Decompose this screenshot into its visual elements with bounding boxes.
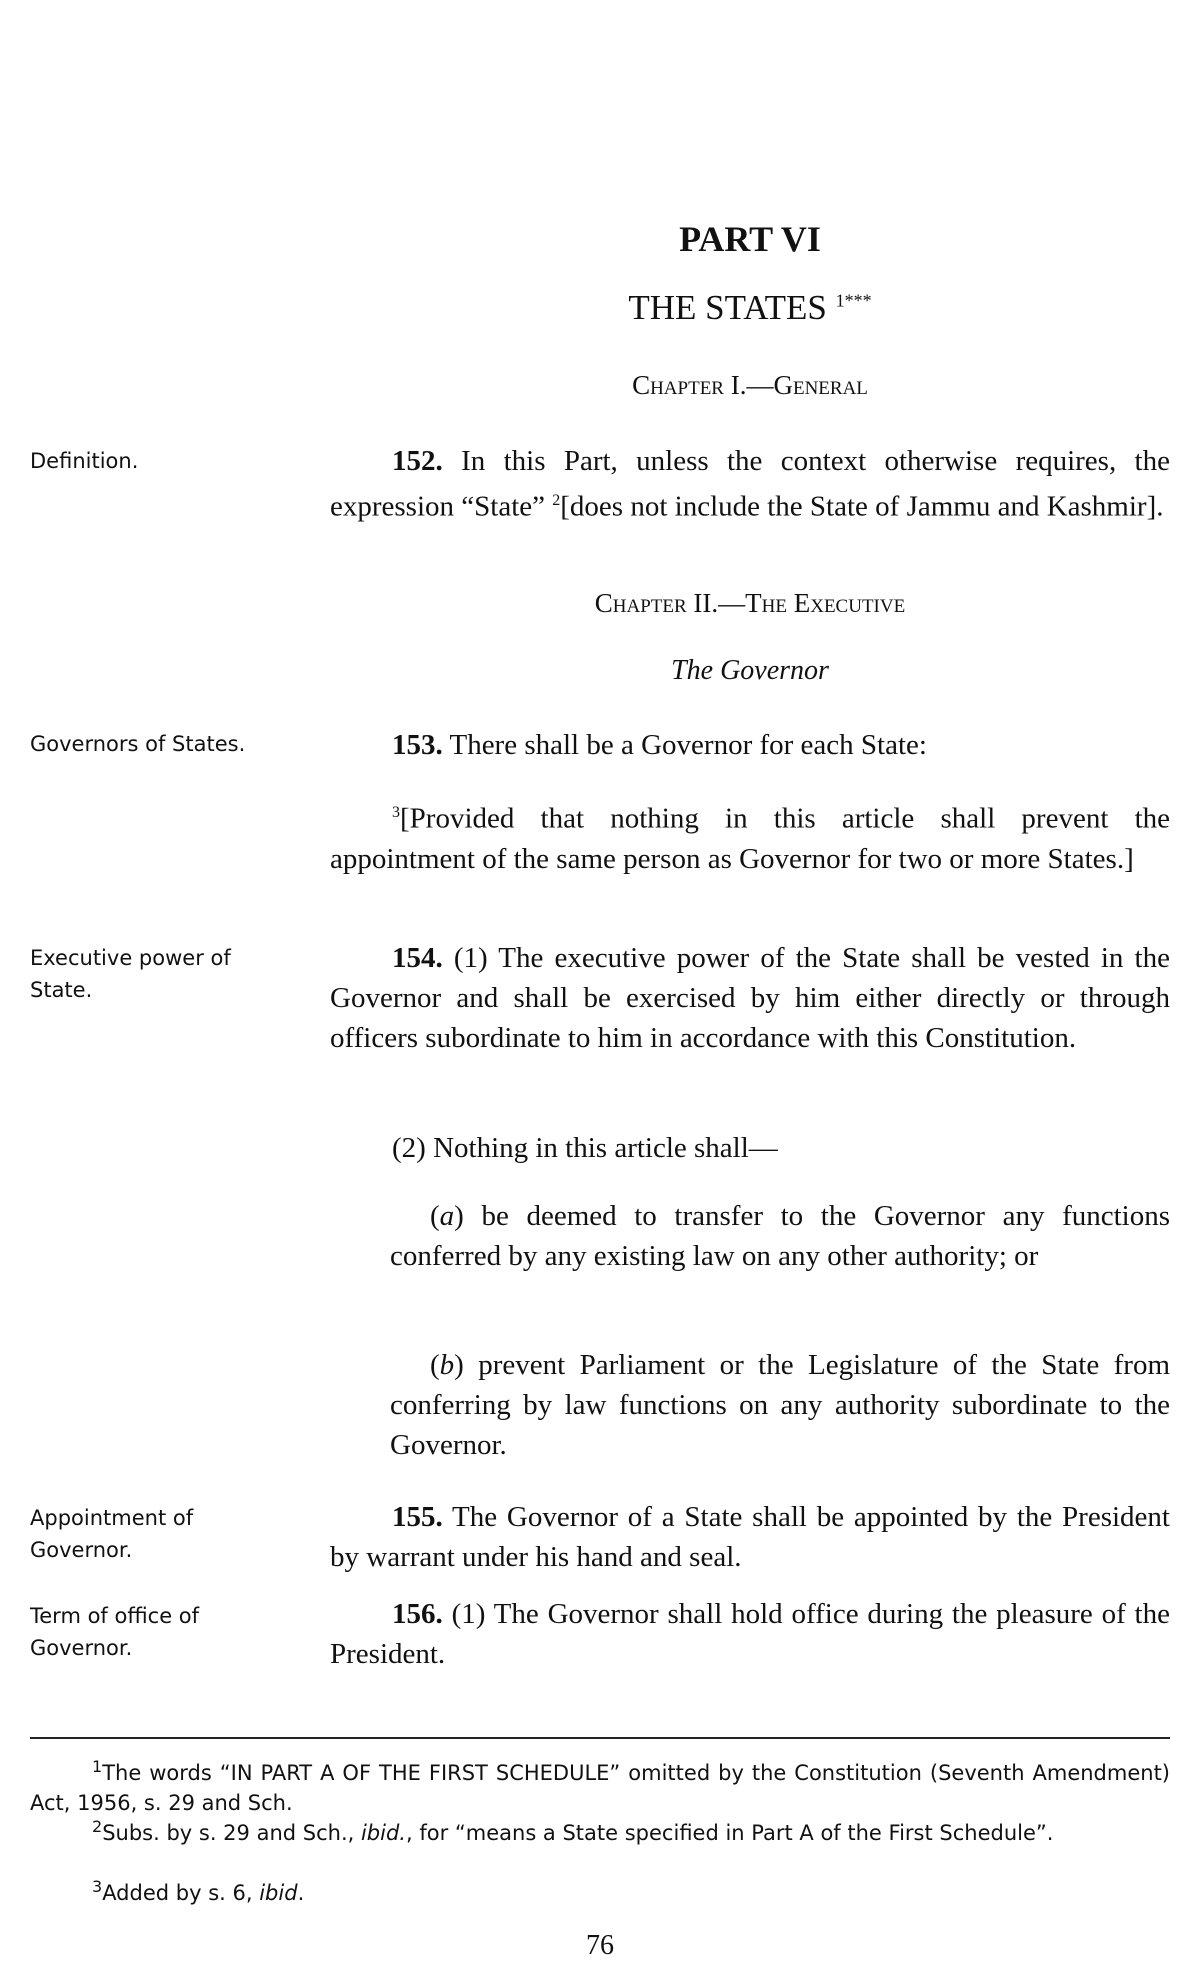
article-154-number: 154.	[392, 942, 443, 974]
article-155-text: The Governor of a State shall be appointed by the President by warrant under his hand and seal.	[330, 1501, 1170, 1573]
footnote-3-italic: ibid	[259, 1881, 298, 1905]
article-155	[330, 1497, 1170, 1577]
states-title-text: THE STATES	[628, 288, 827, 327]
footnote-3	[30, 1872, 1170, 1908]
article-152-footnote-mark: 2	[552, 492, 561, 509]
subclause-b-label: b	[439, 1349, 455, 1381]
article-156-text: (1) The Governor shall hold office during the pleasure of the President.	[330, 1598, 1170, 1670]
footnote-1-text: The words “IN PART A OF THE FIRST SCHEDULE” omitted by the Constitution (Seventh Amendment) Act, 1956, s. 29 and Sch.	[30, 1761, 1170, 1815]
part-title: PART VI	[679, 219, 821, 259]
footnote-3-text-b: .	[297, 1881, 305, 1905]
article-153-proviso-text: [Provided that nothing in this article shall prevent the appointment of the same person as Governor for two or more States.]	[330, 802, 1170, 875]
footnote-3-mark: 3	[92, 1877, 103, 1896]
article-156	[330, 1594, 1170, 1674]
margin-note-154: Executive power of State.	[30, 946, 231, 1002]
article-154-text: (1) The executive power of the State shall be vested in the Governor and shall be exercised by him either directly or through officers subordinate to him in accordance with this Constitution.	[330, 942, 1170, 1054]
footnote-1	[30, 1752, 1170, 1818]
article-152-number: 152.	[392, 445, 443, 477]
article-154	[330, 938, 1170, 1058]
footnote-2	[30, 1812, 1170, 1848]
article-153-proviso-footnote-mark: 3	[392, 804, 400, 821]
footnote-1-mark: 1	[92, 1757, 103, 1776]
footnote-rule	[30, 1737, 1170, 1739]
article-153-number: 153.	[392, 729, 443, 761]
footnote-2-text-b: , for “means a State specified in Part A of the First Schedule”.	[405, 1821, 1054, 1845]
margin-note-155: Appointment of Governor.	[30, 1506, 194, 1562]
article-154-subclause-a: (a) be deemed to transfer to the Governor any functions conferred by any existing law on any other authority; or	[390, 1200, 1170, 1272]
page-number: 76	[586, 1930, 614, 1961]
article-152-text-b: [does not include the State of Jammu and Kashmir].	[560, 490, 1164, 523]
footnote-3-text-a: Added by s. 6,	[102, 1881, 260, 1905]
chapter-2-heading: Chapter II.—The Executive	[594, 588, 906, 618]
article-156-number: 156.	[392, 1598, 443, 1630]
subclause-a-text: be deemed to transfer to the Governor any functions conferred by any existing law on any other authority; or	[390, 1200, 1170, 1272]
article-152-text-a: In this Part, unless the context otherwise requires, the expression “State”	[330, 445, 1170, 523]
footnote-2-text-a: Subs. by s. 29 and Sch.,	[102, 1821, 361, 1845]
article-155-number: 155.	[392, 1501, 443, 1533]
margin-note-153: Governors of States.	[30, 732, 246, 756]
chapter-1-heading: Chapter I.—General	[632, 370, 868, 400]
footnote-2-mark: 2	[92, 1817, 103, 1836]
article-152	[330, 441, 1170, 527]
footnote-2-italic: ibid.	[360, 1821, 406, 1845]
article-154-clause-2	[330, 1128, 1170, 1168]
subclause-a-label: a	[439, 1200, 455, 1232]
article-153-proviso	[330, 793, 1170, 879]
article-153	[330, 725, 1170, 765]
article-153-text: There shall be a Governor for each State:	[442, 729, 927, 761]
article-154-subclause-b: (b) prevent Parliament or the Legislature of the State from conferring by law functions on any authority subordinate to the Governor.	[390, 1349, 1170, 1461]
margin-note-152: Definition.	[30, 449, 139, 473]
states-title-footnote: 1***	[835, 290, 872, 311]
subclause-b-text: prevent Parliament or the Legislature of the State from conferring by law functions on any authority subordinate to the Governor.	[390, 1349, 1170, 1461]
margin-note-156: Term of office of Governor.	[30, 1604, 200, 1660]
article-154-clause-2-text: (2) Nothing in this article shall—	[392, 1132, 778, 1164]
governor-subheading: The Governor	[671, 655, 829, 686]
states-title	[330, 288, 1170, 328]
